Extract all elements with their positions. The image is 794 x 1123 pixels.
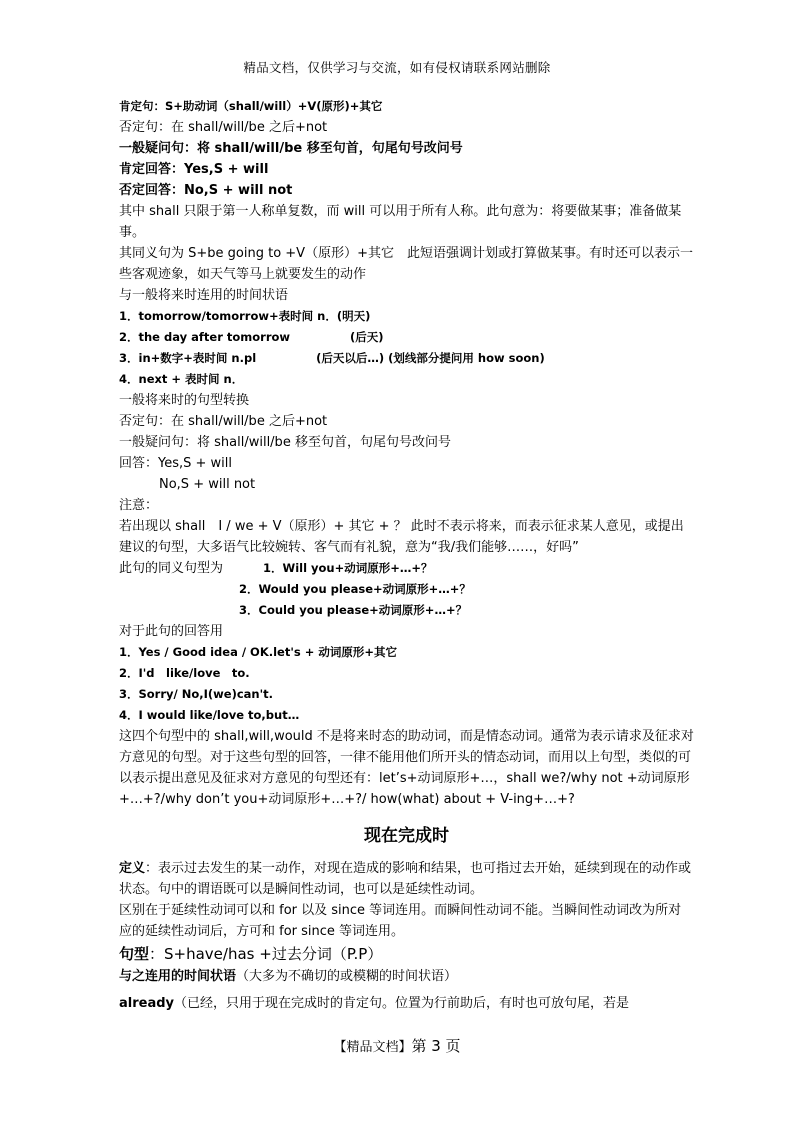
text-line: 肯定句：S+助动词（shall/will）+V(原形)+其它 (119, 99, 383, 113)
footer-tag: 【精品文档】 (333, 1040, 412, 1055)
text-line: 否定句：在 shall/will/be 之后+not (119, 414, 328, 429)
text-line: 对于此句的回答用 (119, 624, 224, 639)
already-line (119, 993, 694, 1014)
pattern-label: 句型 (119, 945, 150, 963)
text-line: 否定回答：No,S + will not (119, 183, 293, 198)
page-footer (0, 1035, 794, 1056)
text-line: 一般疑问句：将 shall/will/be 移至句首，句尾句号改问号 (119, 141, 463, 156)
distinction-paragraph: 区别在于延续性动词可以和 for 以及 since 等词连用。而瞬间性动词不能。当瞬间性动词改为所对应的延续性动词后，方可和 for since 等词连用。 (119, 903, 682, 939)
list-item: 2．Would you please+动词原形+…+？ (239, 582, 471, 596)
list-item-text: 2．the day after tomorrow (119, 330, 291, 344)
list-item-note: (后天) (350, 330, 384, 344)
already-word: already (119, 996, 175, 1011)
page-number: 第 3 页 (411, 1037, 461, 1055)
adverbial-line (119, 966, 694, 987)
text-paragraph: 其同义句为 S+be going to +V（原形）+其它 此短语强调计划或打算做某事。有时还可以表示一些客观迹象，如天气等马上就要发生的动作 (119, 246, 693, 282)
text-label: 此句的同义句型为 (119, 561, 224, 576)
text-line: 肯定回答：Yes,S + will (119, 162, 269, 177)
text-line (119, 558, 694, 579)
text-line: 一般疑问句：将 shall/will/be 移至句首，句尾句号改问号 (119, 435, 451, 450)
adverbial-label: 与之连用的时间状语 (119, 969, 237, 984)
text-line: No,S + will not (159, 477, 256, 492)
section-title: 现在完成时 (364, 826, 449, 846)
text-line: 回答：Yes,S + will (119, 456, 232, 471)
list-item: 4．next + 表时间 n． (119, 372, 244, 386)
list-item: 1．tomorrow/tomorrow+表时间 n．(明天) (119, 309, 371, 323)
list-item-note: (后天以后…) (划线部分提问用 how soon) (316, 351, 545, 365)
list-item: 2．I'd like/love to. (119, 666, 250, 680)
adverbial-note: （大多为不确切的或模糊的时间状语） (236, 969, 458, 984)
page-header: 精品文档，仅供学习与交流，如有侵权请联系网站删除 (243, 60, 551, 75)
text-line: 否定句：在 shall/will/be 之后+not (119, 120, 328, 135)
list-item (119, 348, 694, 369)
document-body (119, 96, 694, 1014)
text-line: 一般将来时的句型转换 (119, 393, 250, 408)
list-item: 1．Yes / Good idea / OK.let's + 动词原形+其它 (119, 645, 397, 659)
list-item: 4．I would like/love to,but… (119, 708, 300, 722)
text-paragraph: 若出现以 shall I / we + V（原形）+ 其它 + ？ 此时不表示将来，而表示征求某人意见，或提出建议的句型，大多语气比较婉转、客气而有礼貌，意为“我/我们能够……，好吗” (119, 519, 684, 555)
definition-label: 定义 (119, 861, 146, 876)
list-item: 3．Could you please+动词原形+…+？ (239, 603, 468, 617)
definition-paragraph (119, 858, 694, 900)
text-line: 注意： (119, 498, 159, 513)
definition-text: ：表示过去发生的某一动作，对现在造成的影响和结果，也可指过去开始，延续到现在的动作或状态。句中的谓语既可以是瞬间性动词，也可以是延续性动词。 (119, 861, 692, 897)
text-line: 与一般将来时连用的时间状语 (119, 288, 289, 303)
pattern-text: ：S+have/has +过去分词（P.P） (149, 945, 383, 963)
pattern-line (119, 942, 694, 966)
already-text: （已经，只用于现在完成时的肯定句。位置为行前助后，有时也可放句尾，若是 (174, 996, 630, 1011)
list-item-text: 3．in+数字+表时间 n.pl (119, 351, 257, 365)
list-item: 1．Will you+动词原形+…+？ (263, 561, 433, 575)
text-paragraph: 这四个句型中的 shall,will,would 不是将来时态的助动词，而是情态动词。通常为表示请求及征求对方意见的句型。对于这些句型的回答，一律不能用他们所开头的情态动词，而用以上句型，类似的可以表示提出意见及征求对方意见的句型还有：let’s+动词原形+…，shall we?/why not +动词原形+…+?/why don’t you+动词原形+…+?/ how(what) about + V-ing+…+? (119, 729, 694, 807)
list-item: 3．Sorry/ No,I(we)can't. (119, 687, 273, 701)
text-paragraph: 其中 shall 只限于第一人称单复数，而 will 可以用于所有人称。此句意为：将要做某事；准备做某事。 (119, 204, 682, 240)
list-item (119, 327, 694, 348)
